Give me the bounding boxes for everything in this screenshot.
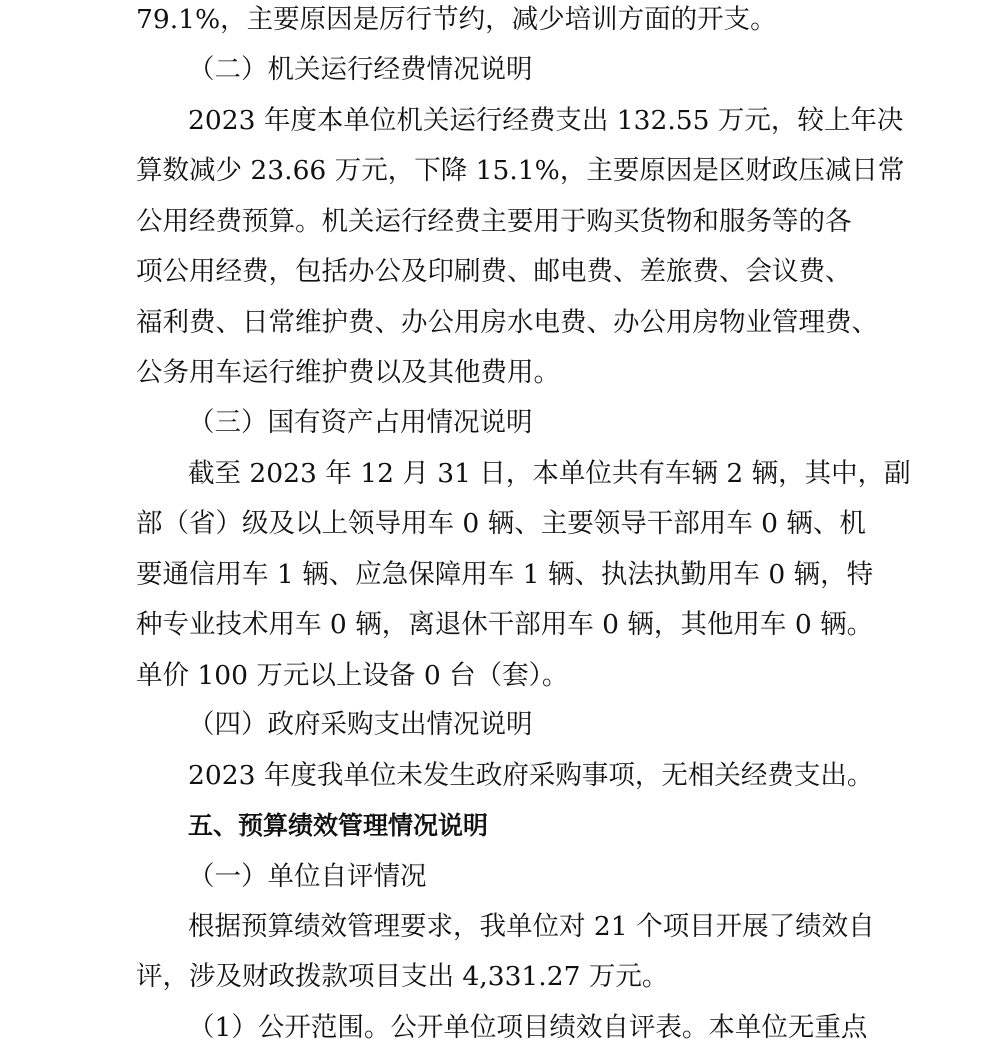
section-heading: （二）机关运行经费情况说明 xyxy=(188,54,533,85)
paragraph-line: 评，涉及财政拨款项目支出 4,331.27 万元。 xyxy=(136,961,669,992)
paragraph-line: 项公用经费，包括办公及印刷费、邮电费、差旅费、会议费、 xyxy=(136,256,852,287)
paragraph-line: 根据预算绩效管理要求，我单位对 21 个项目开展了绩效自 xyxy=(188,911,875,942)
paragraph-line: 种专业技术用车 0 辆，离退休干部用车 0 辆，其他用车 0 辆。 xyxy=(136,609,874,640)
paragraph-line: 福利费、日常维护费、办公用房水电费、办公用房物业管理费、 xyxy=(136,307,878,338)
paragraph-line: 79.1%，主要原因是厉行节约，减少培训方面的开支。 xyxy=(136,4,777,35)
section-heading: （三）国有资产占用情况说明 xyxy=(188,407,533,438)
paragraph-line: 部（省）级及以上领导用车 0 辆、主要领导干部用车 0 辆、机 xyxy=(136,508,866,539)
paragraph-line: 2023 年度我单位未发生政府采购事项，无相关经费支出。 xyxy=(188,760,874,791)
paragraph-line: 2023 年度本单位机关运行经费支出 132.55 万元，较上年决 xyxy=(188,105,904,136)
paragraph-line: 要通信用车 1 辆、应急保障用车 1 辆、执法执勤用车 0 辆，特 xyxy=(136,559,874,590)
paragraph-line: 算数减少 23.66 万元，下降 15.1%，主要原因是区财政压减日常 xyxy=(136,155,905,186)
paragraph-line: （1）公开范围。公开单位项目绩效自评表。本单位无重点 xyxy=(188,1012,868,1043)
paragraph-line: 单价 100 万元以上设备 0 台（套）。 xyxy=(136,660,569,691)
paragraph-line: 截至 2023 年 12 月 31 日，本单位共有车辆 2 辆，其中，副 xyxy=(188,458,911,489)
section-heading: （四）政府采购支出情况说明 xyxy=(188,709,533,740)
paragraph-line: 公用经费预算。机关运行经费主要用于购买货物和服务等的各 xyxy=(136,206,852,237)
section-heading: （一）单位自评情况 xyxy=(188,861,427,892)
paragraph-line: 公务用车运行维护费以及其他费用。 xyxy=(136,357,560,388)
chapter-heading: 五、预算绩效管理情况说明 xyxy=(188,811,489,840)
